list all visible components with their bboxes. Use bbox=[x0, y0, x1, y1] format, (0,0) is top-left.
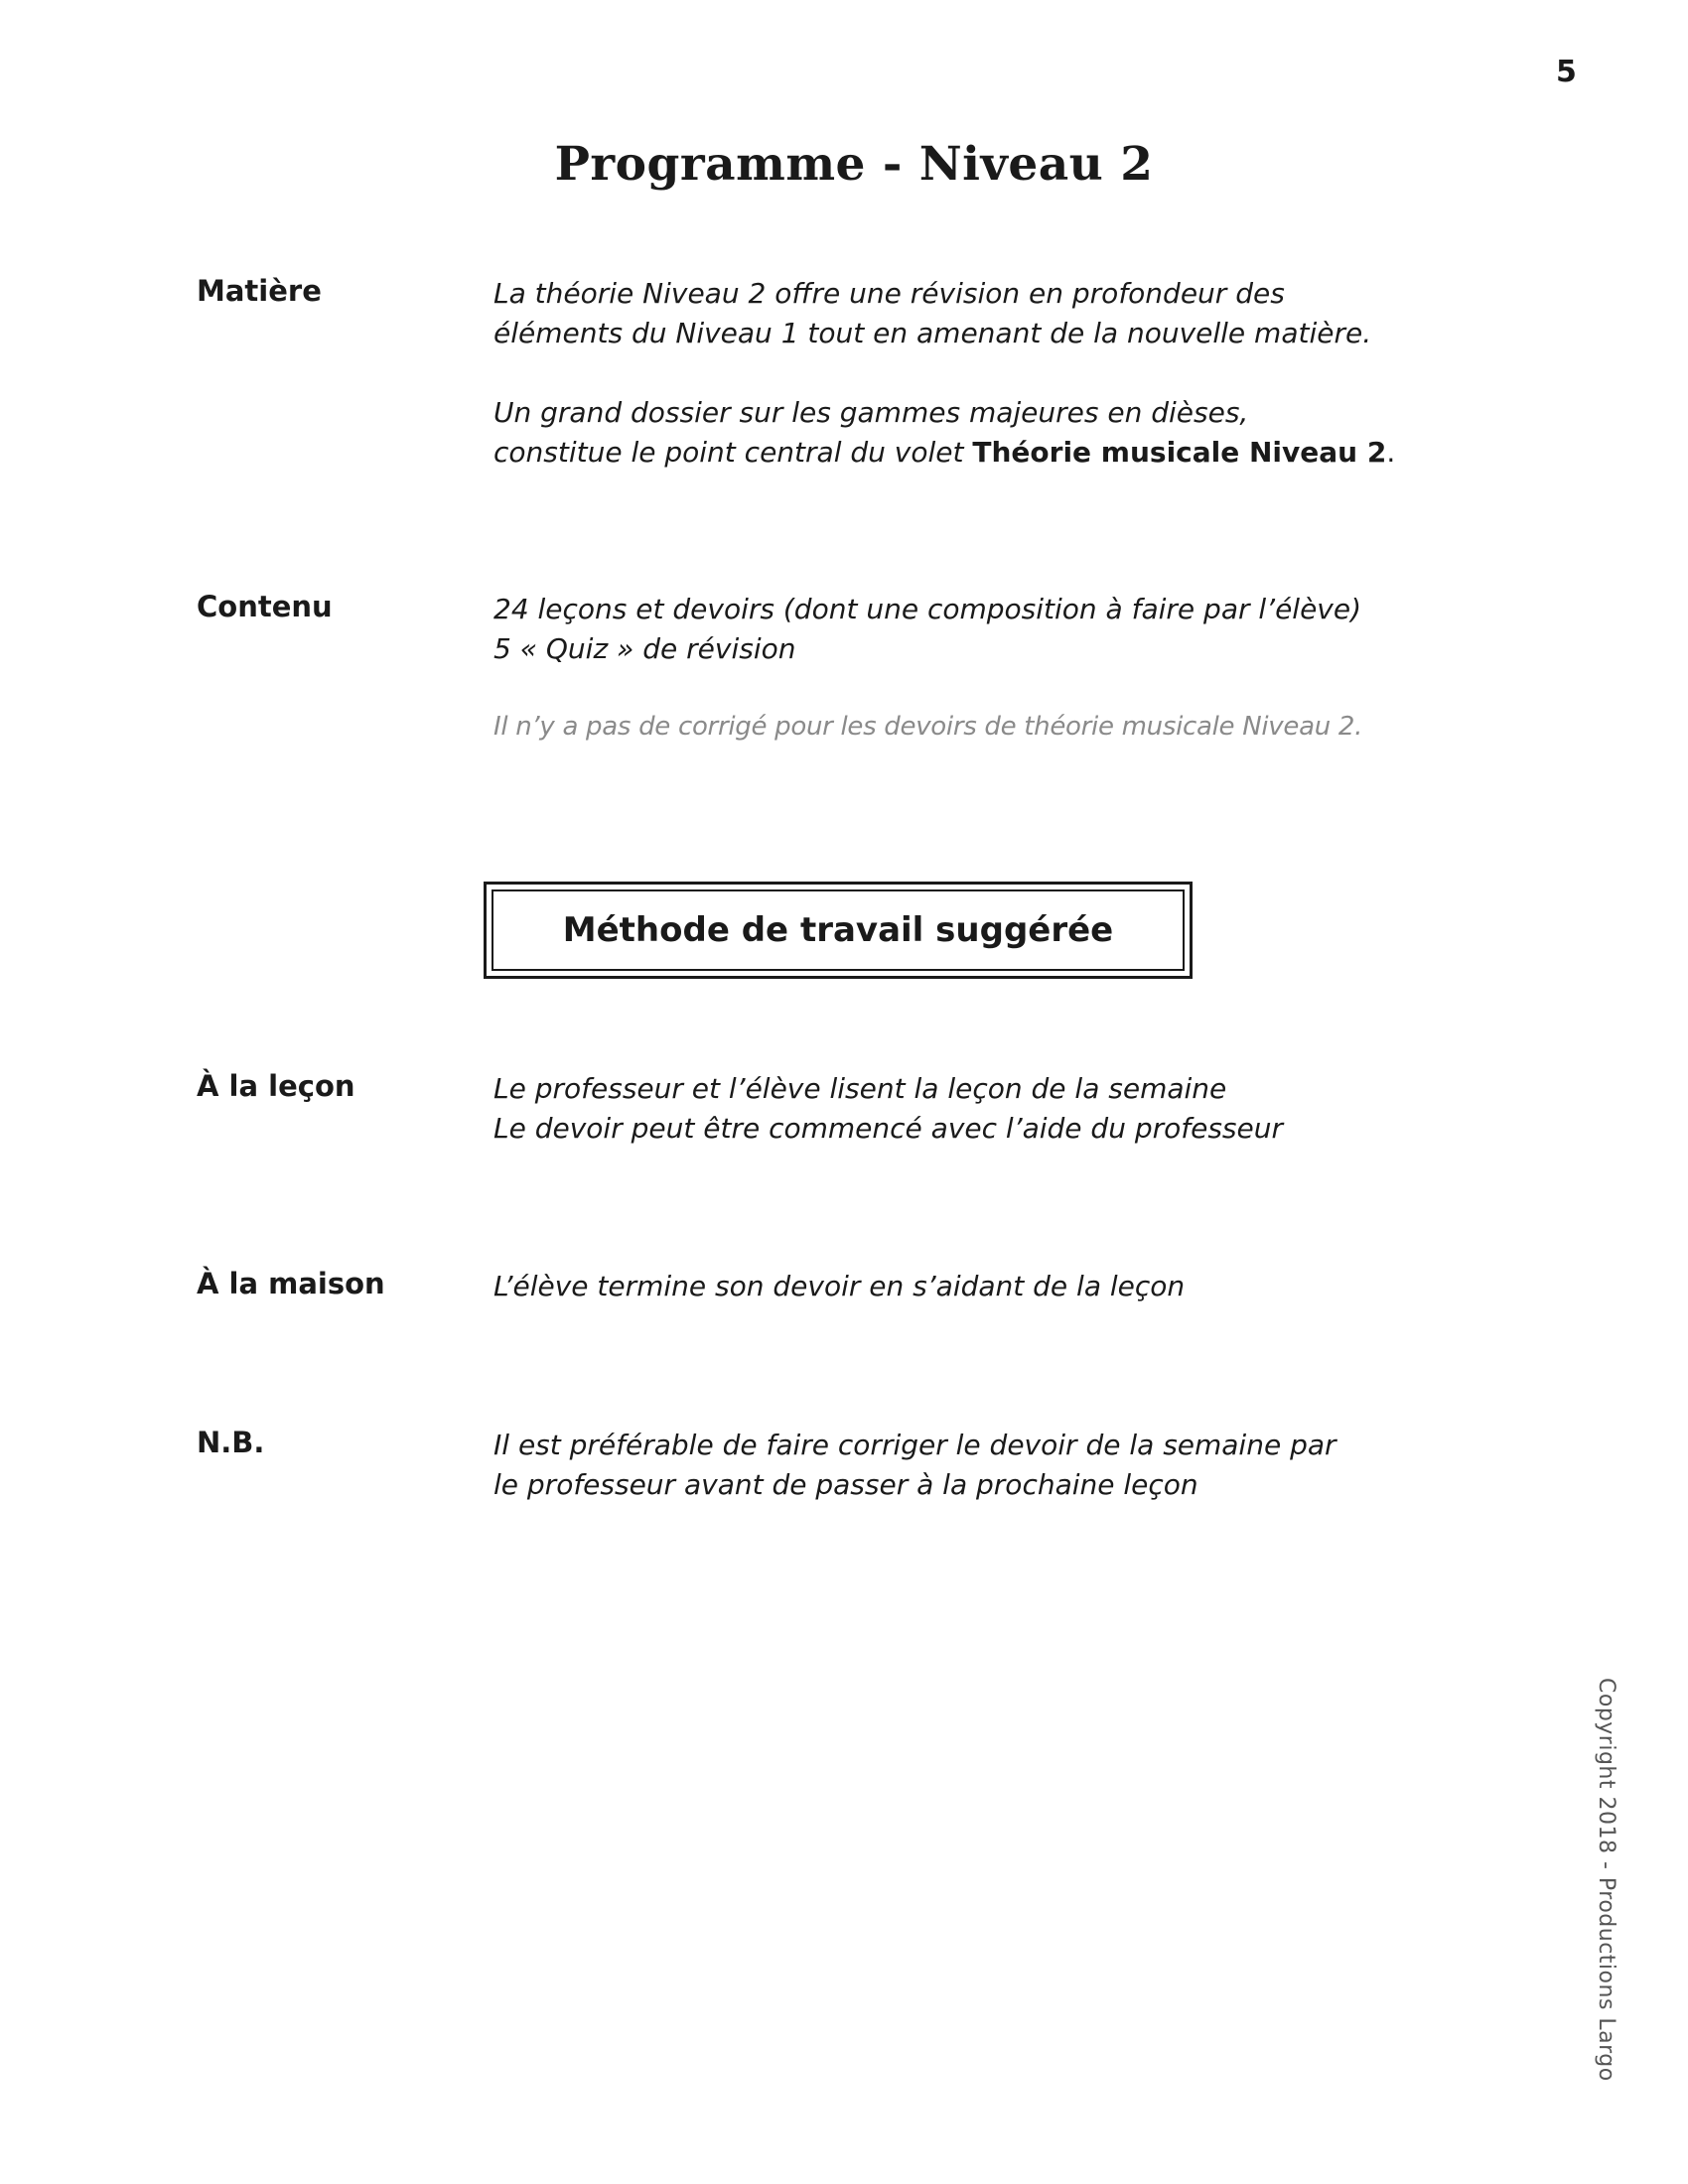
matiere-period: . bbox=[1386, 436, 1396, 469]
method-item-body bbox=[493, 1426, 1526, 1505]
page-number: 5 bbox=[1556, 55, 1577, 89]
page-title: Programme - Niveau 2 bbox=[554, 137, 1154, 192]
method-item-line: le professeur avant de passer à la prochaine leçon bbox=[493, 1468, 1198, 1501]
method-item-body bbox=[493, 1069, 1526, 1149]
matiere-text: constitue le point central du volet bbox=[493, 436, 973, 469]
contenu-note: Il n’y a pas de corrigé pour les devoirs de théorie musicale Niveau 2. bbox=[493, 712, 1363, 742]
method-item-line: Le devoir peut être commencé avec l’aide du professeur bbox=[493, 1112, 1284, 1145]
section-label-matiere: Matière bbox=[197, 274, 322, 308]
matiere-line: La théorie Niveau 2 offre une révision en profondeur des bbox=[493, 277, 1285, 310]
contenu-line: 24 leçons et devoirs (dont une composition à faire par l’élève) bbox=[493, 593, 1362, 625]
section-body-contenu bbox=[493, 590, 1526, 747]
method-item-body bbox=[493, 1267, 1526, 1306]
contenu-line: 5 « Quiz » de révision bbox=[493, 632, 796, 665]
copyright-notice: Copyright 2018 - Productions Largo bbox=[1594, 1678, 1618, 2082]
section-body-matiere bbox=[493, 274, 1526, 473]
method-item-label: À la leçon bbox=[197, 1069, 355, 1103]
method-heading-box bbox=[484, 882, 1193, 979]
method-item-label: À la maison bbox=[197, 1267, 385, 1300]
method-heading: Méthode de travail suggérée bbox=[492, 889, 1185, 971]
section-label-contenu: Contenu bbox=[197, 590, 333, 623]
matiere-line bbox=[493, 433, 1526, 473]
method-item-line: Il est préférable de faire corriger le devoir de la semaine par bbox=[493, 1429, 1336, 1461]
method-item-line: L’élève termine son devoir en s’aidant de la leçon bbox=[493, 1270, 1186, 1302]
matiere-line: éléments du Niveau 1 tout en amenant de la nouvelle matière. bbox=[493, 317, 1372, 349]
matiere-line: Un grand dossier sur les gammes majeures en dièses, bbox=[493, 396, 1249, 429]
method-item-line: Le professeur et l’élève lisent la leçon de la semaine bbox=[493, 1072, 1227, 1105]
matiere-emphasis: Théorie musicale Niveau 2 bbox=[972, 436, 1387, 469]
method-item-label: N.B. bbox=[197, 1426, 265, 1459]
